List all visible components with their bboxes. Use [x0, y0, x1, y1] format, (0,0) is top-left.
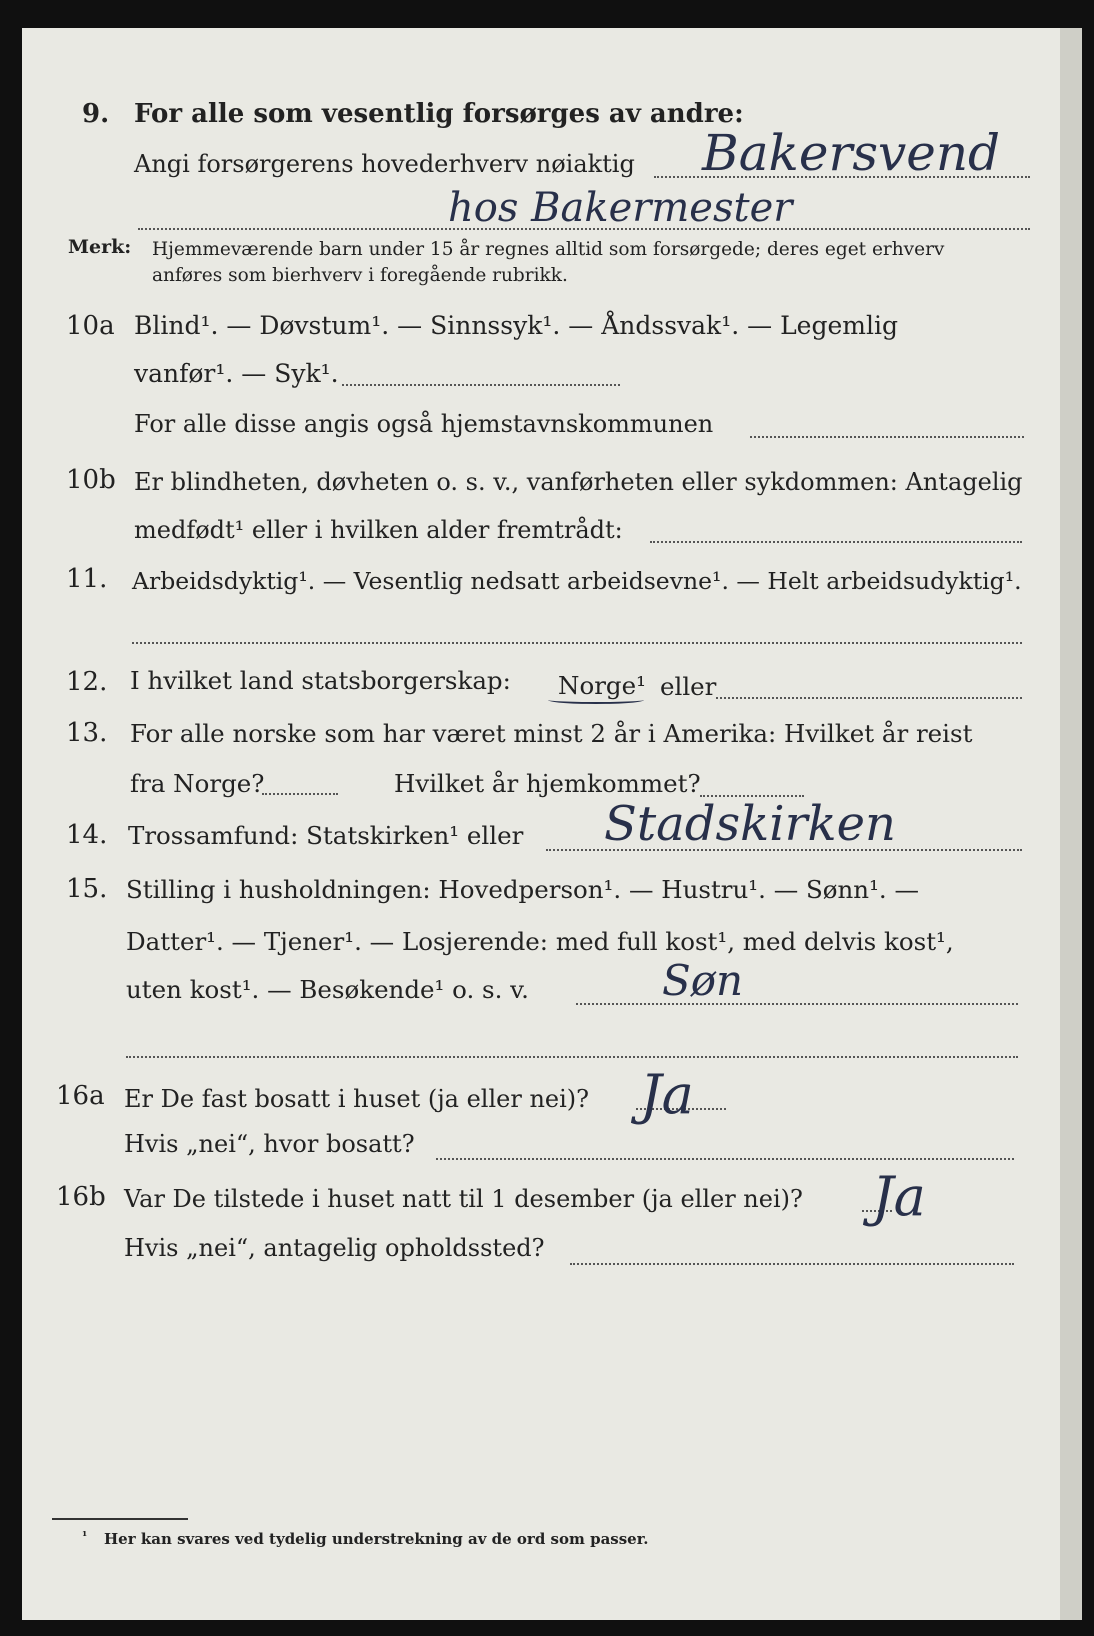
q14-handwritten-answer: Stadskirken: [604, 796, 896, 852]
q13-left-norway-line: [262, 793, 338, 795]
q10b-question-2: medfødt¹ eller i hvilken alder fremtrådt:: [134, 516, 623, 544]
merk-label: Merk:: [68, 236, 132, 258]
q10a-number: 10a: [66, 311, 115, 341]
q11-answer-line: [132, 642, 1022, 644]
q12-question: I hvilket land statsborgerskap:: [130, 666, 511, 695]
q15-options-2: Datter¹. — Tjener¹. — Losjerende: med full kost¹, med delvis kost¹,: [126, 927, 954, 956]
q11-options: Arbeidsdyktig¹. — Vesentlig nedsatt arbeidsevne¹. — Helt arbeidsudyktig¹.: [132, 567, 1022, 595]
q16b-location-label: Hvis „nei“, antagelig opholdssted?: [124, 1234, 545, 1262]
q12-underline-mark: [548, 696, 644, 704]
q12-number: 12.: [66, 667, 108, 697]
q10a-options: Blind¹. — Døvstum¹. — Sinnssyk¹. — Åndssvak¹. — Legemlig: [134, 311, 898, 340]
q13-question: For alle norske som har været minst 2 år i Amerika: Hvilket år reist: [130, 719, 973, 748]
q12-eller: eller: [660, 672, 717, 701]
merk-text-1: Hjemmeværende barn under 15 år regnes alltid som forsørgede; deres eget erhverv: [152, 239, 945, 260]
q9-question: For alle som vesentlig forsørges av andre:: [134, 99, 744, 129]
q15-answer-line-2: [126, 1056, 1018, 1058]
q10b-answer-line: [650, 541, 1022, 543]
q13-number: 13.: [66, 718, 108, 748]
q9-handwritten-answer-2: hos Bakermester: [448, 185, 793, 231]
q9-handwritten-answer: Bakersvend: [702, 124, 1001, 182]
q16b-handwritten-answer: Ja: [872, 1165, 926, 1228]
q16a-handwritten-answer: Ja: [640, 1063, 694, 1126]
q15-number: 15.: [66, 874, 108, 904]
q15-answer-line: [576, 1003, 1018, 1005]
q10b-question: Er blindheten, døvheten o. s. v., vanførheten eller sykdommen: Antagelig: [134, 468, 1023, 496]
q11-number: 11.: [66, 564, 108, 594]
q9-occupation-label: Angi forsørgerens hovederhverv nøiaktig: [134, 150, 635, 178]
q16b-number: 16b: [56, 1182, 106, 1212]
q15-handwritten-answer: Søn: [662, 956, 744, 1005]
q15-options: Stilling i husholdningen: Hovedperson¹. — Hustru¹. — Sønn¹. —: [126, 875, 919, 904]
page-edge: [1060, 28, 1082, 1620]
merk-text-2: anføres som bierhverv i foregående rubrikk.: [152, 265, 568, 286]
q16b-question: Var De tilstede i huset natt til 1 desember (ja eller nei)?: [124, 1185, 803, 1213]
q14-number: 14.: [66, 820, 108, 850]
q12-option-norge: Norge¹: [558, 671, 646, 700]
q16a-where-line: [436, 1158, 1014, 1160]
q10a-answer-line: [342, 384, 620, 386]
q10b-number: 10b: [66, 465, 116, 495]
footnote-text: Her kan svares ved tydelig understrekning av de ord som passer.: [104, 1530, 649, 1548]
q15-options-3: uten kost¹. — Besøkende¹ o. s. v.: [126, 975, 529, 1004]
q9-number: 9.: [82, 99, 110, 129]
q10a-hometown-label: For alle disse angis også hjemstavnskommunen: [134, 410, 714, 438]
q10a-hometown-line: [750, 436, 1024, 438]
q13-returned-label: Hvilket år hjemkommet?: [394, 769, 701, 798]
q12-answer-line: [716, 697, 1022, 699]
footnote-rule: [52, 1518, 188, 1520]
q16b-location-line: [570, 1263, 1014, 1265]
q16a-number: 16a: [56, 1081, 105, 1111]
footnote-marker: ¹: [82, 1529, 88, 1543]
q13-left-norway-label: fra Norge?: [130, 769, 265, 798]
q16a-question: Er De fast bosatt i huset (ja eller nei)?: [124, 1085, 590, 1113]
q10a-options-2: vanfør¹. — Syk¹.: [134, 359, 339, 388]
q14-question: Trossamfund: Statskirken¹ eller: [128, 821, 524, 850]
q16a-where-label: Hvis „nei“, hvor bosatt?: [124, 1130, 415, 1158]
